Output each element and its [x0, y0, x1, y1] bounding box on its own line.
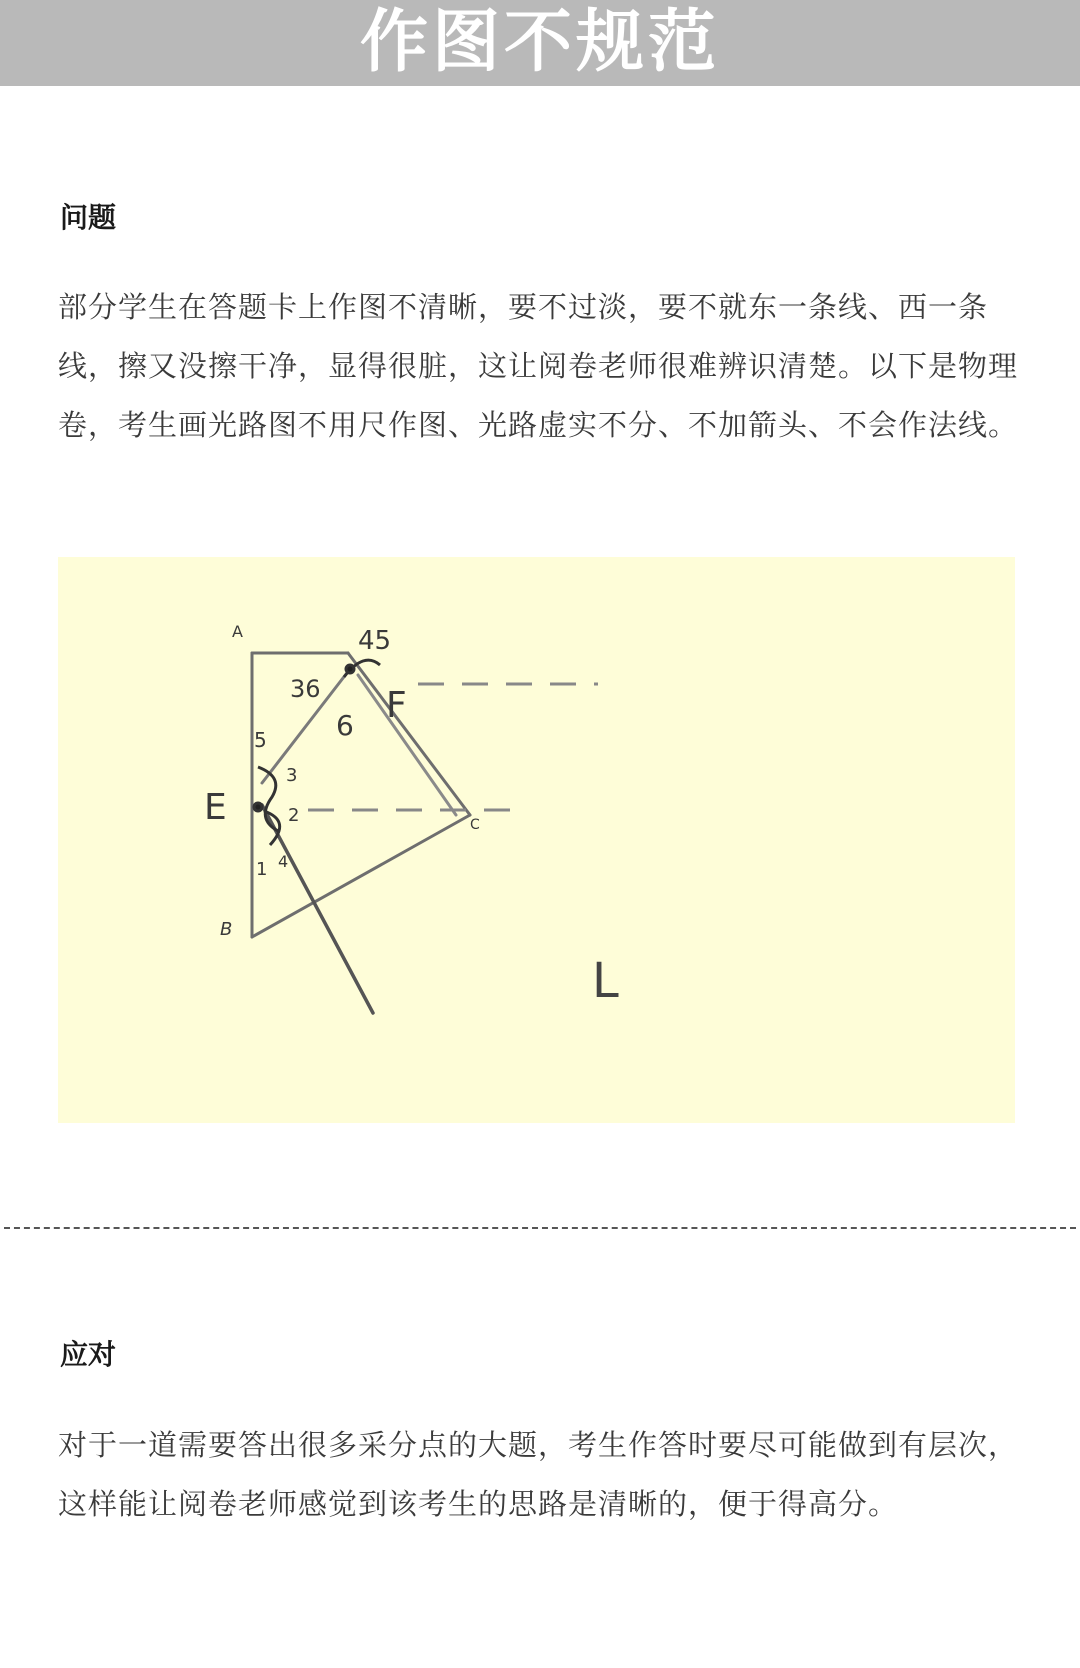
problem-heading: 问题	[60, 201, 117, 234]
ray-out	[262, 805, 373, 1013]
prism-bottom-edge	[252, 815, 470, 937]
label-mark-top: 36	[290, 675, 321, 703]
dot-e	[254, 803, 262, 811]
label-5: 5	[254, 728, 267, 752]
ray-to-c	[358, 675, 456, 815]
light-path-sketch	[58, 557, 1015, 1123]
response-paragraph: 对于一道需要答出很多采分点的大题，考生作答时要尽可能做到有层次，这样能让阅卷老师感觉到该考生的思路是清晰的，便于得高分。	[58, 1428, 1019, 1521]
student-sketch-figure	[58, 557, 1015, 1123]
dot-top	[346, 665, 354, 673]
label-4: 4	[278, 852, 289, 871]
prism-right-edge	[348, 653, 470, 815]
label-l: L	[592, 953, 619, 1009]
label-f: F	[386, 685, 407, 726]
label-6: 6	[336, 709, 354, 742]
label-a: A	[232, 622, 243, 641]
response-heading: 应对	[60, 1338, 117, 1371]
label-e: E	[204, 787, 227, 828]
label-c: C	[470, 817, 480, 833]
dashed-divider	[4, 1227, 1076, 1229]
label-2: 2	[288, 805, 300, 826]
label-1: 1	[256, 859, 268, 880]
problem-paragraph: 部分学生在答题卡上作图不清晰，要不过淡，要不就东一条线、西一条线，擦又没擦干净，显得很脏，这让阅卷老师很难辨识清楚。以下是物理卷，考生画光路图不用尺作图、光路虚实不分、不加箭头、不会作法线。	[58, 290, 1019, 442]
label-3: 3	[286, 765, 298, 786]
label-angle-top: 45	[358, 626, 392, 656]
banner-title: 作图不规范	[359, 3, 720, 82]
label-b: B	[220, 919, 233, 940]
title-banner	[0, 0, 1080, 86]
